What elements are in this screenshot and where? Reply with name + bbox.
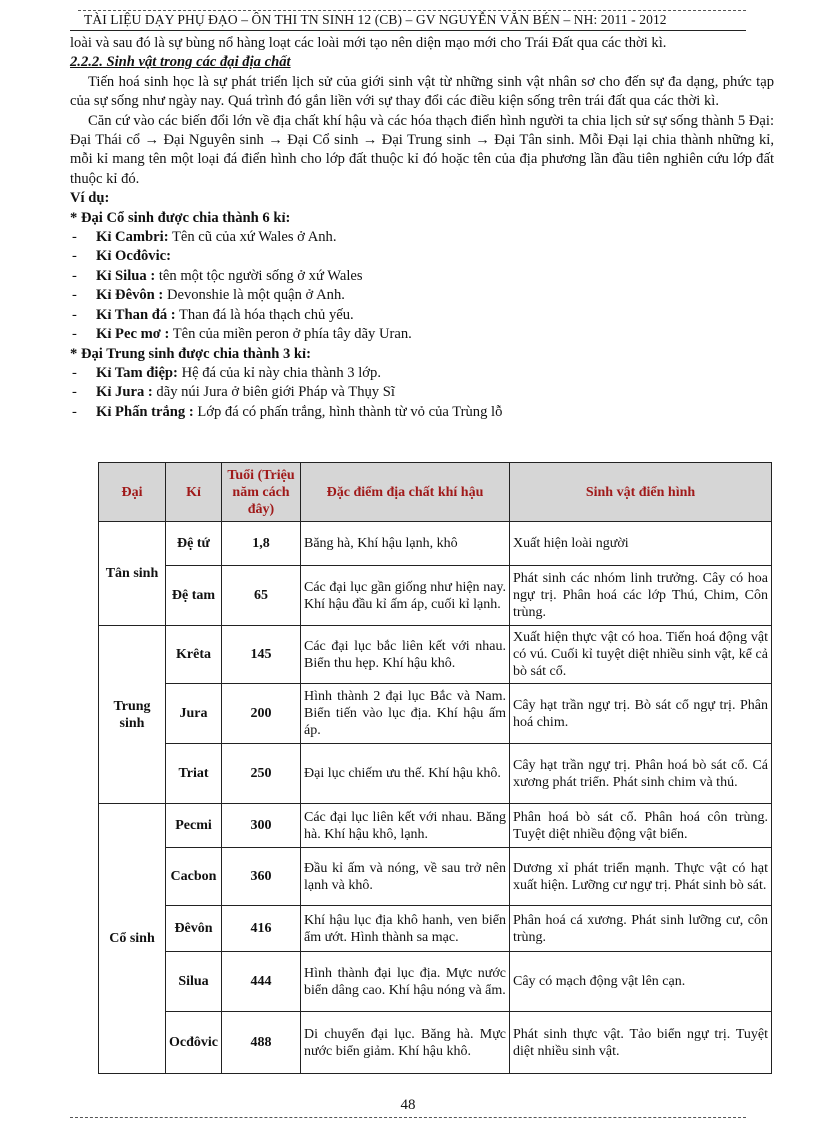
period-name: Kỉ Silua : (96, 267, 156, 284)
table-row (99, 566, 772, 626)
era-cell: Trung sinh (99, 626, 166, 804)
geology-cell: Di chuyển đại lục. Băng hà. Mực nước biển giảm. Khí hậu khô. (301, 1012, 510, 1074)
era-cell: Cổ sinh (99, 804, 166, 1074)
period-name: Kỉ Pec mơ : (96, 326, 170, 343)
table-row (99, 1012, 772, 1074)
period-name: Kỉ Jura : (96, 384, 153, 401)
geology-cell: Các đại lục liên kết với nhau. Băng hà. Khí hậu khô, lạnh. (301, 804, 510, 848)
age-cell: 360 (222, 848, 301, 906)
geology-cell: Đại lục chiếm ưu thế. Khí hậu khô. (301, 744, 510, 804)
organisms-cell: Phân hoá bò sát cổ. Phân hoá côn trùng. Tuyệt diệt nhiều động vật biển. (510, 804, 772, 848)
organisms-cell: Cây hạt trần ngự trị. Phân hoá bò sát cổ. Cá xương phát triển. Phát sinh chim và thú. (510, 744, 772, 804)
list-item (70, 286, 774, 305)
geology-cell: Các đại lục gần giống như hiện nay. Khí hậu đầu kỉ ấm áp, cuối kỉ lạnh. (301, 566, 510, 626)
organisms-cell: Xuất hiện loài người (510, 522, 772, 566)
header-organisms: Sinh vật điển hình (510, 463, 772, 522)
header-period: Kỉ (166, 463, 222, 522)
list-item (70, 228, 774, 247)
paragraph-eras: Căn cứ vào các biến đổi lớn về địa chất khí hậu và các hóa thạch điển hình người ta chia lịch sử sự sống thành 5 Đại: Đại Thái cổ → Đại Nguyên sinh → Đại Cổ sinh → Đại Trung sinh → Đại Tân sinh. Mỗi Đại lại chia thành những kỉ, mỗi kỉ mang tên một loại đá điển hình cho lớp đất thuộc kỉ đó hoặc tên của địa phương lần đầu tiên nghiên cứu lớp đất thuộc kỉ đó. (70, 112, 774, 187)
period-cell: Pecmi (166, 804, 222, 848)
table-row (99, 522, 772, 566)
period-cell: Triat (166, 744, 222, 804)
geology-cell: Hình thành 2 đại lục Bắc và Nam. Biển tiến vào lục địa. Khí hậu ấm áp. (301, 684, 510, 744)
list-item (70, 383, 774, 402)
list-item (70, 403, 774, 422)
paleozoic-heading: * Đại Cổ sinh được chia thành 6 kỉ: (70, 209, 291, 226)
example-label: Ví dụ: (70, 190, 110, 207)
organisms-cell: Phát sinh các nhóm linh trưởng. Cây có hoa ngự trị. Phân hoá các lớp Thú, Chim, Côn trùng. (510, 566, 772, 626)
period-cell: Silua (166, 952, 222, 1012)
list-bullet: - (72, 364, 77, 381)
age-cell: 488 (222, 1012, 301, 1074)
paleozoic-list (70, 228, 774, 344)
list-bullet: - (72, 267, 77, 284)
period-description: tên một tộc người sống ở xứ Wales (155, 267, 363, 284)
period-description: Than đá là hóa thạch chủ yếu. (175, 306, 354, 323)
era-cell: Tân sinh (99, 522, 166, 626)
period-description: Devonshie là một quận ở Anh. (163, 287, 345, 304)
list-bullet: - (72, 403, 77, 420)
period-name: Kỉ Ocđôvic: (96, 248, 171, 265)
list-item (70, 267, 774, 286)
list-item (70, 306, 774, 325)
period-cell: Jura (166, 684, 222, 744)
period-description: Tên cũ của xứ Wales ở Anh. (168, 229, 337, 246)
period-description: dãy núi Jura ở biên giới Pháp và Thụy Sĩ (152, 384, 395, 401)
period-name: Kỉ Tam điệp: (96, 364, 178, 381)
geology-cell: Các đại lục bắc liên kết với nhau. Biển thu hẹp. Khí hậu khô. (301, 626, 510, 684)
top-dashed-rule (78, 10, 746, 11)
table-header-row (99, 463, 772, 522)
period-cell: Đệ tứ (166, 522, 222, 566)
period-name: Kỉ Đêvôn : (96, 287, 164, 304)
bottom-dashed-rule (70, 1117, 746, 1118)
table-body (99, 522, 772, 1074)
header-geology: Đặc điểm địa chất khí hậu (301, 463, 510, 522)
age-cell: 416 (222, 906, 301, 952)
list-bullet: - (72, 287, 77, 304)
age-cell: 145 (222, 626, 301, 684)
period-description: Hệ đá của kỉ này chia thành 3 lớp. (177, 364, 381, 381)
organisms-cell: Xuất hiện thực vật có hoa. Tiến hoá động vật có vú. Cuối kỉ tuyệt diệt nhiều sinh vật, kể cả bò sát cổ. (510, 626, 772, 684)
age-cell: 444 (222, 952, 301, 1012)
period-cell: Ocđôvic (166, 1012, 222, 1074)
organisms-cell: Phát sinh thực vật. Tảo biển ngự trị. Tuyệt diệt nhiều sinh vật. (510, 1012, 772, 1074)
table-row (99, 906, 772, 952)
list-item (70, 325, 774, 344)
geology-cell: Đầu kỉ ấm và nóng, về sau trở nên lạnh và khô. (301, 848, 510, 906)
age-cell: 300 (222, 804, 301, 848)
period-description: Lớp đá có phấn trắng, hình thành từ vỏ của Trùng lỗ (193, 403, 503, 420)
list-bullet: - (72, 229, 77, 246)
paragraph-evolution: Tiến hoá sinh học là sự phát triển lịch sử của giới sinh vật từ những sinh vật nhân sơ cho đến sự đa dạng, phức tạp của sự sống như ngày nay. Quá trình đó gắn liền với sự thay đổi các điều kiện sống trên trái đất qua các thời kì. (70, 73, 774, 110)
table-row (99, 744, 772, 804)
body-text (70, 34, 774, 422)
table-row (99, 848, 772, 906)
intro-paragraph: loài và sau đó là sự bùng nổ hàng loạt các loài mới tạo nên diện mạo mới cho Trái Đất qua các thời kì. (70, 35, 667, 51)
list-item (70, 364, 774, 383)
header-era: Đại (99, 463, 166, 522)
geology-cell: Băng hà, Khí hậu lạnh, khô (301, 522, 510, 566)
list-bullet: - (72, 326, 77, 343)
age-cell: 250 (222, 744, 301, 804)
geologic-table (98, 462, 772, 1074)
period-cell: Đêvôn (166, 906, 222, 952)
page-number: 48 (400, 1097, 416, 1113)
organisms-cell: Phân hoá cá xương. Phát sinh lưỡng cư, côn trùng. (510, 906, 772, 952)
list-bullet: - (72, 306, 77, 323)
age-cell: 1,8 (222, 522, 301, 566)
mesozoic-list (70, 364, 774, 422)
list-bullet: - (72, 384, 77, 401)
period-description: Tên của miền peron ở phía tây dãy Uran. (169, 326, 412, 343)
table-row (99, 952, 772, 1012)
list-bullet: - (72, 248, 77, 265)
list-item (70, 247, 774, 266)
period-name: Kỉ Cambri: (96, 229, 169, 246)
organisms-cell: Cây hạt trần ngự trị. Bò sát cổ ngự trị. Phân hoá chim. (510, 684, 772, 744)
table-row (99, 626, 772, 684)
table-row (99, 684, 772, 744)
period-cell: Đệ tam (166, 566, 222, 626)
organisms-cell: Dương xỉ phát triển mạnh. Thực vật có hạt xuất hiện. Lưỡng cư ngự trị. Phát sinh bò sát. (510, 848, 772, 906)
running-header: TÀI LIỆU DẠY PHỤ ĐẠO – ÔN THI TN SINH 12 (CB) – GV NGUYỄN VĂN BÉN – NH: 2011 - 2012 (84, 12, 667, 27)
mesozoic-heading: * Đại Trung sinh được chia thành 3 kỉ: (70, 345, 311, 362)
period-cell: Krêta (166, 626, 222, 684)
geology-cell: Khí hậu lục địa khô hanh, ven biển ẩm ướt. Hình thành sa mạc. (301, 906, 510, 952)
period-cell: Cacbon (166, 848, 222, 906)
header-age: Tuổi (Triệu năm cách đây) (222, 463, 301, 522)
table-row (99, 804, 772, 848)
header-rule (70, 30, 746, 31)
age-cell: 200 (222, 684, 301, 744)
geology-cell: Hình thành đại lục địa. Mực nước biển dâng cao. Khí hậu nóng và ẩm. (301, 952, 510, 1012)
section-heading: 2.2.2. Sinh vật trong các đại địa chất (70, 54, 291, 71)
period-name: Kỉ Than đá : (96, 306, 176, 323)
age-cell: 65 (222, 566, 301, 626)
period-name: Kỉ Phấn trắng : (96, 403, 194, 420)
organisms-cell: Cây có mạch động vật lên cạn. (510, 952, 772, 1012)
